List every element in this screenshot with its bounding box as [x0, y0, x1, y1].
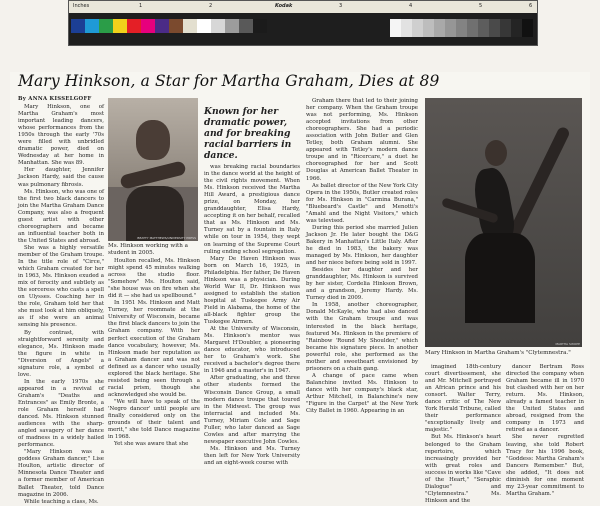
paragraph: She never regretted leaving, she told Robert Tracy for his 1996 book, "Goddess: Martha Graham's Dancers Remember." But, she added, "It does not diminish for one moment my 23-year commitment to Martha Graham."	[506, 434, 584, 497]
color-swatch	[211, 19, 225, 33]
kodak-logo: Kodak	[275, 3, 293, 9]
paragraph: imagined 18th-century court divertissement, she and Mr. Mitchell portrayed an African prince and his consort. Walter Terry, dance critic of The New York Herald Tribune, called their performance "exceptionally lively and majestic."	[425, 364, 501, 434]
gray-step	[522, 19, 533, 37]
article-column-5	[425, 364, 501, 505]
gray-scale	[390, 19, 533, 37]
paragraph: Mary De Haven Hinkson was born on March 16, 1925, in Philadelphia. Her father, De Haven Hinkson was a physician. During World War II, Dr. Hinkson was assigned to establish the station hospital at Tuskegee Army Air Field in Alabama, the home of the all-black fighter group the Tuskegee Airmen.	[204, 255, 300, 326]
paragraph: Besides her daughter and her granddaughter, Ms. Hinkson is survived by her sister, Cordelia Hinkson Brown, and a grandson, Jeremy Hardy. Ms. Turney died in 2009.	[306, 267, 418, 302]
paragraph: "Mary Hinkson was a goddess Graham dancer," Lise Houlton, artistic director of Minnesota Dance Theater and a former member of American Ballet Theater, told Dance magazine in 2006.	[18, 449, 104, 498]
article-column-6	[506, 364, 584, 498]
paragraph: Graham there that led to their joining her company. When the Graham troupe was not performing, Ms. Hinkson accepted invitations from other choreographers. She had a periodic association with John Butler and Glen Tetley, both Graham alumni. She appeared with Tetley's modern dance troupe and in "Ricercare," a duet he choreographed for her and Scott Douglas at American Ballet Theater in 1966.	[306, 98, 418, 182]
paragraph: dancer Bertram Ross directed the company when Graham became ill in 1970 but clashed with her on her return. Ms. Hinkson, already a famed teacher in the United States and abroad, resigned from the company in 1973 and retired as a dancer.	[506, 364, 584, 434]
paragraph: Mary Hinkson, one of Martha Graham's most important leading dancers, whose performances from the 1950s through the early '70s were filled with unbridled dramatic power, died on Wednesday at her home in Manhattan. She was 89.	[18, 104, 104, 167]
photo-credit: BEATTY MATTHEWS/UNIVERSITY PRESS	[137, 236, 196, 240]
article-column-1	[18, 104, 104, 506]
ruler-label: 1	[139, 3, 143, 9]
paragraph: Ms. Hinkson, who was one of the first two black dancers to join the Martha Graham Dance Company, was also a frequent guest artist with other choreographers and became an influential teacher both in the United States and abroad.	[18, 188, 105, 244]
color-swatch	[141, 19, 155, 33]
color-swatch	[197, 19, 211, 33]
paragraph: She was a highly versatile member of the Graham troupe. In the title role of "Circe," which Graham created for her in 1963, Ms. Hinkson exuded a mix of ferocity and subtlety as the sorceress who casts a spell on Ulysses. Coaching her in the role, Graham told her that she must look at him obliquely, as if she were an animal sensing his presence.	[18, 244, 104, 329]
paragraph: While teaching a class, Ms.	[24, 498, 99, 505]
article-column-3	[204, 164, 300, 467]
ruler-label: 4	[409, 3, 413, 9]
gray-step	[412, 19, 423, 37]
gray-step	[478, 19, 489, 37]
paragraph: Her daughter, Jennifer Jackson Hardy, said the cause was pulmonary fibrosis.	[18, 167, 104, 188]
paragraph: But Ms. Hinkson's heart belonged to the Graham repertoire, which increasingly provided her with great roles and success in works like "Cave of the Heart," "Seraphic Dialogue" and "Clytemnestra." Ms. Hinkson and the	[425, 434, 501, 504]
paragraph: In the early 1970s she appeared in a revival of Graham's "Deaths and Entrances" as Emily Bronte, a role Graham herself had danced. Ms. Hinkson stunned audiences with the sharp-angled savagery of her dance of madness in a widely hailed performance.	[18, 378, 104, 449]
article-column-4	[306, 98, 418, 415]
color-swatch	[239, 19, 253, 33]
paragraph: was breaking racial boundaries in the dance world at the height of the civil rights movement. When Ms. Hinkson received the Martha Hill Award, a prestigious dance prize, on Monday, her granddaughter, Elisa Hardy, accepting it on her behalf, recalled that as Ms. Hinkson and Ms. Turney sat by a fountain in Italy while on tour in 1954, they wept on learning of the Supreme Court ruling ending school segregation.	[204, 164, 300, 255]
paragraph: "We will have to speak of the 'Negro dancer' until people are finally considered only on the grounds of their talent and merit," she told Dance magazine in 1968.	[108, 398, 200, 441]
ruler-label: 5	[479, 3, 483, 9]
color-swatch	[253, 19, 267, 33]
photo-credit: MARTHA SWOPE	[555, 342, 580, 346]
gray-step	[467, 19, 478, 37]
color-swatches	[71, 19, 267, 33]
paragraph: Ms. Hinkson and Ms. Turney then left for New York University and an eight-week course with	[204, 445, 300, 466]
gray-step	[401, 19, 412, 37]
gray-step	[456, 19, 467, 37]
color-calibration-chart	[68, 0, 538, 46]
color-swatch	[127, 19, 141, 33]
paragraph: After graduating, she and three other students formed the Wisconsin Dance Group, a small modern dance troupe that toured in the Midwest. The group was interracial and included Ms. Turney, Miriam Cole and Sage Fuller, who later danced as Sage Cowles and after marrying the newspaper executive John Cowles.	[204, 375, 300, 445]
ruler-label: 2	[209, 3, 213, 9]
gray-step	[390, 19, 401, 37]
headline: Mary Hinkson, a Star for Martha Graham, Dies at 89	[18, 72, 440, 90]
paragraph: By contrast, with straightforward serenity and elegance, Ms. Hinkson made the figure in white in "Diversion of Angels" a signature role, a symbol of love.	[18, 329, 104, 378]
color-swatch	[155, 19, 169, 33]
paragraph: As ballet director of the New York City Opera in the 1950s, Butler created roles for Ms. Hinkson in "Carmina Burana," "Bluebeard's Castle" and Menotti's "Amahl and the Night Visitors," which was televised.	[306, 182, 418, 224]
paragraph: Yet she was aware that she	[114, 441, 189, 448]
article-column-2	[108, 258, 200, 448]
newspaper-clipping	[10, 72, 590, 505]
photo-caption: Mary Hinkson in Martha Graham's "Clytemnestra."	[425, 350, 571, 356]
color-swatch	[71, 19, 85, 33]
paragraph: In 1958, another choreographer, Donald McKayle, who had also danced with the Graham troupe and was interested in the black heritage, featured Ms. Hinkson in the premiere of "Rainbow 'Round My Shoulder," which became his signature piece. In another powerful role, she performed as the mother and sweetheart envisioned by prisoners on a chain gang.	[306, 302, 418, 372]
ruler-label: 3	[339, 3, 343, 9]
pull-quote: Known for her dramatic power, and for breaking racial barriers in dance.	[204, 106, 292, 161]
gray-step	[434, 19, 445, 37]
gray-step	[423, 19, 434, 37]
paragraph: In 1951 Ms. Hinkson and Matt Turney, her roommate at the University of Wisconsin, became the first black dancers to join the Graham company. With her perfect execution of the Graham dance vocabulary, however, Ms. Hinkson made her reputation as a Graham dancer and was not defined as a dancer who usually explored the black heritage. She resisted being seen through a racial prism, though she acknowledged she would be.	[108, 300, 200, 398]
color-swatch	[183, 19, 197, 33]
photo-clytemnestra	[425, 98, 582, 347]
paragraph: At the University of Wisconsin, Ms. Hinkson's mentor was Margaret H'Doubler, a pioneering dance educator, who introduced her to Graham's work. She received a bachelor's degree there in 1946 and a master's in 1947.	[204, 326, 300, 375]
photo-hinkson-teaching	[108, 98, 198, 241]
paragraph: During this period she married Julien Jackson Jr. He later bought the D&G Bakery in Manhattan's Little Italy. After he died in 1983, the bakery was managed by Ms. Hinkson, her daughter and her niece before being sold in 1997.	[306, 224, 418, 267]
gray-step	[489, 19, 500, 37]
color-swatch	[99, 19, 113, 33]
color-swatch	[225, 19, 239, 33]
ruler-label: Inches	[73, 3, 90, 9]
inch-ruler	[69, 1, 537, 13]
byline: By ANNA KISSELGOFF	[18, 96, 92, 102]
paragraph: Houlton recalled, Ms. Hinkson might spend 45 minutes walking across the studio floor. "Somehow" Ms. Houlton said, "she house was on fire when she did it — she had us spellbound."	[108, 258, 200, 300]
paragraph: A change of pace came when Balanchine invited Ms. Hinkson to dance with her company's black star, Arthur Mitchell, in Balanchine's new "Figure in the Carpet" at the New York City Ballet in 1960. Appearing in an	[306, 372, 418, 415]
ruler-label: 6	[529, 3, 533, 9]
color-swatch	[169, 19, 183, 33]
photo-caption: Ms. Hinkson working with a student in 2005.	[108, 243, 188, 256]
gray-step	[511, 19, 522, 37]
gray-step	[445, 19, 456, 37]
color-swatch	[85, 19, 99, 33]
gray-step	[500, 19, 511, 37]
color-swatch	[113, 19, 127, 33]
